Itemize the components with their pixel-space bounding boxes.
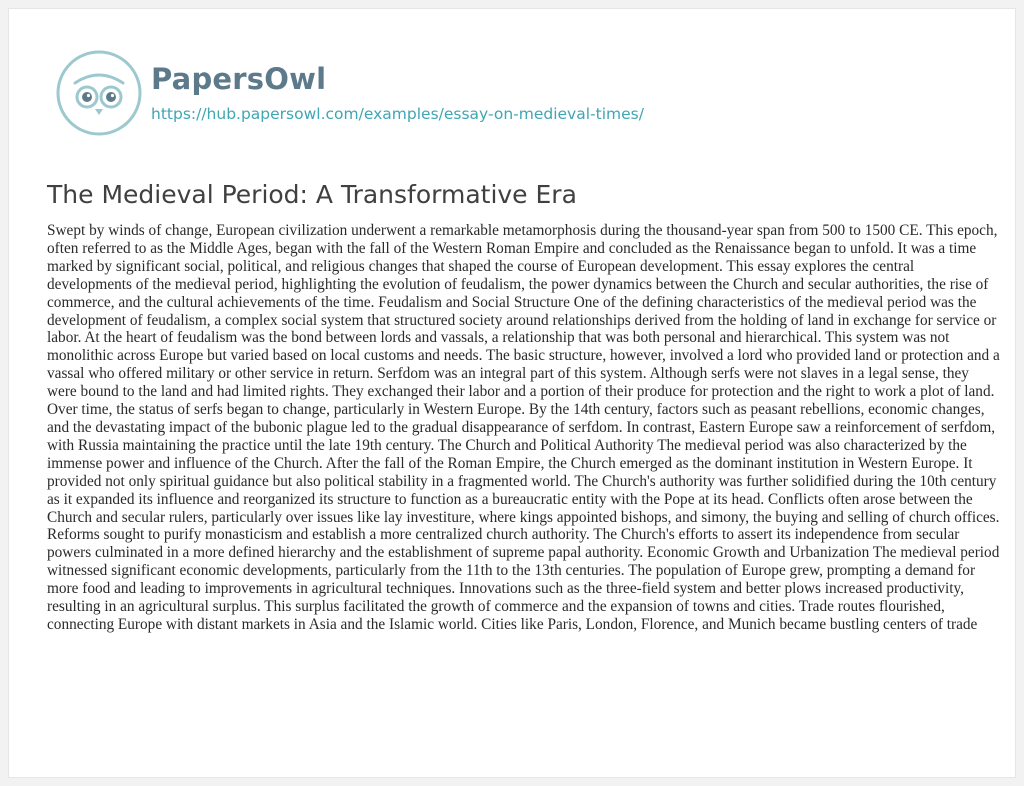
owl-face-icon — [55, 49, 143, 137]
document-page — [8, 8, 1016, 778]
essay-title: The Medieval Period: A Transformative Era — [47, 180, 577, 209]
brand-name: PapersOwl — [151, 62, 327, 96]
essay-body: Swept by winds of change, European civilization underwent a remarkable metamorphosis during the thousand-year span from 500 to 1500 CE. This epoch, often referred to as the Middle Ages, began with the fall of the Western Roman Empire and concluded as the Renaissance began to unfold. It was a time marked by significant social, political, and religious changes that shaped the course of European development. This essay explores the central developments of the medieval period, highlighting the evolution of feudalism, the power dynamics between the Church and secular authorities, the rise of commerce, and the cultural achievements of the time. Feudalism and Social Structure One of the defining characteristics of the medieval period was the development of feudalism, a complex social system that structured society around relationships derived from the holding of land in exchange for service or labor. At the heart of feudalism was the bond between lords and vassals, a relationship that was both personal and hierarchical. This system was not monolithic across Europe but varied based on local customs and needs. The basic structure, however, involved a lord who provided land or protection and a vassal who offered military or other service in return. Serfdom was an integral part of this system. Although serfs were not slaves in a legal sense, they were bound to the land and had limited rights. They exchanged their labor and a portion of their produce for protection and the right to work a plot of land. Over time, the status of serfs began to change, particularly in Western Europe. By the 14th century, factors such as peasant rebellions, economic changes, and the devastating impact of the bubonic plague led to the gradual disappearance of serfdom. In contrast, Eastern Europe saw a reinforcement of serfdom, with Russia maintaining the practice until the late 19th century. The Church and Political Authority The medieval period was also characterized by the immense power and influence of the Church. After the fall of the Roman Empire, the Church emerged as the dominant institution in Western Europe. It provided not only spiritual guidance but also political stability in a fragmented world. The Church's authority was further solidified during the 10th century as it expanded its influence and reorganized its structure to function as a bureaucratic entity with the Pope at its head. Conflicts often arose between the Church and secular rulers, particularly over issues like lay investiture, where kings appointed bishops, and simony, the buying and selling of church offices. Reforms sought to purify monasticism and establish a more centralized church authority. The Church's efforts to assert its independence from secular powers culminated in a more defined hierarchy and the establishment of supreme papal authority. Economic Growth and Urbanization The medieval period witnessed significant economic developments, particularly from the 11th to the 13th centuries. The population of Europe grew, prompting a demand for more food and leading to improvements in agricultural techniques. Innovations such as the three-field system and better plows increased productivity, resulting in an agricultural surplus. This surplus facilitated the growth of commerce and the expansion of towns and cities. Trade routes flourished, connecting Europe with distant markets in Asia and the Islamic world. Cities like Paris, London, Florence, and Munich became bustling centers of trade — [47, 222, 1000, 633]
source-url-link[interactable]: https://hub.papersowl.com/examples/essay-on-medieval-times/ — [151, 105, 644, 123]
brand-block — [151, 62, 644, 124]
site-header — [55, 49, 644, 137]
